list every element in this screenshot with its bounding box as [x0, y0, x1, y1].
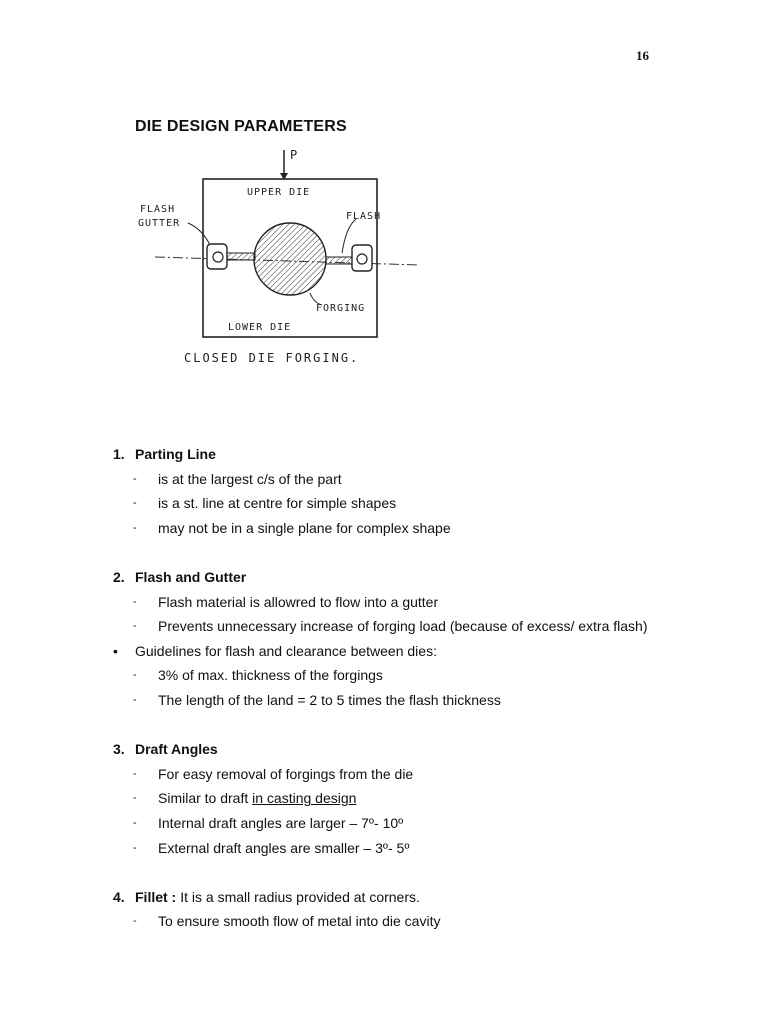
list-item [113, 516, 733, 541]
page-title: DIE DESIGN PARAMETERS [135, 118, 347, 135]
list-item-text: To ensure smooth flow of metal into die cavity [158, 913, 441, 930]
left-gutter [207, 244, 227, 269]
dash-marker: - [133, 841, 137, 854]
lower-die-label: LOWER DIE [228, 322, 292, 333]
dash-marker: - [133, 669, 137, 682]
forging-diagram [130, 145, 430, 380]
flash-gutter-label-2: GUTTER [138, 218, 181, 229]
section-title-text: Fillet [135, 888, 168, 905]
section-title: Flash and Gutter [135, 568, 247, 585]
section-flash-gutter [113, 565, 733, 590]
section-number: 1. [113, 446, 125, 462]
bullet-dot: • [113, 642, 118, 659]
section-title: Parting Line [135, 446, 216, 462]
dash-marker: - [133, 620, 137, 633]
dash-marker: - [133, 521, 137, 534]
right-flash [326, 257, 352, 264]
list-item-text: may not be in a single plane for complex shape [158, 519, 451, 536]
forging-label: FORGING [316, 303, 366, 314]
list-item [113, 909, 733, 934]
list-item [113, 491, 733, 516]
forging-part [254, 223, 326, 295]
section-parting-line [113, 442, 733, 467]
list-item [113, 762, 733, 787]
dash-marker: - [133, 792, 137, 805]
similar-prefix: Similar to draft [158, 790, 253, 807]
dash-marker: - [133, 497, 137, 510]
dash-marker: - [133, 816, 137, 829]
upper-die-label: UPPER DIE [247, 187, 311, 198]
dash-marker: - [133, 693, 137, 706]
list-item-text: 3% of max. thickness of the forgings [158, 667, 383, 684]
bullet-text: Guidelines for flash and clearance between dies: [135, 642, 437, 659]
list-item [113, 836, 733, 861]
dash-marker: - [133, 472, 137, 485]
list-item [113, 688, 733, 713]
section-title [135, 885, 176, 910]
section-number: 4. [113, 888, 125, 905]
left-flash [227, 253, 255, 260]
flash-gutter-label-1: FLASH [140, 204, 176, 215]
section-draft-angles [113, 737, 733, 762]
flash-label: FLASH [346, 211, 382, 222]
section-description: It is a small radius provided at corners. [180, 888, 420, 905]
page-number: 16 [636, 48, 649, 63]
list-item-text: The length of the land = 2 to 5 times the flash thickness [158, 691, 501, 708]
figure-caption: CLOSED DIE FORGING. [184, 351, 360, 365]
list-item-text: is a st. line at centre for simple shapes [158, 495, 397, 512]
list-item-text: Internal draft angles are larger – 7º- 10º [158, 814, 404, 831]
section-title: Draft Angles [135, 741, 218, 758]
list-item-text: is at the largest c/s of the part [158, 470, 342, 487]
dash-marker: - [133, 915, 137, 928]
section-title-sep: : [167, 888, 177, 905]
list-item [113, 811, 733, 836]
list-item [113, 786, 733, 811]
dash-marker: - [133, 767, 137, 780]
section-number: 2. [113, 568, 125, 585]
list-item-text: External draft angles are smaller – 3º- 5º [158, 839, 410, 856]
list-item [113, 467, 733, 492]
section-fillet [113, 885, 733, 910]
underlined-phrase: in casting design [252, 790, 357, 807]
list-item [113, 663, 733, 688]
dash-marker: - [133, 595, 137, 608]
list-item-text: Prevents unnecessary increase of forging load (because of excess/ extra flash) [158, 618, 648, 635]
section-number: 3. [113, 741, 125, 758]
list-item [113, 590, 733, 615]
right-gutter [352, 245, 372, 271]
list-item-text: For easy removal of forgings from the die [158, 765, 414, 782]
list-item-text [158, 786, 356, 811]
list-item [113, 614, 733, 639]
list-item-text: Flash material is allowred to flow into a gutter [158, 593, 439, 610]
load-label: P [290, 148, 300, 162]
main-content [113, 442, 733, 934]
bullet-item [113, 639, 733, 664]
closed-die-forging-sketch [130, 145, 430, 380]
